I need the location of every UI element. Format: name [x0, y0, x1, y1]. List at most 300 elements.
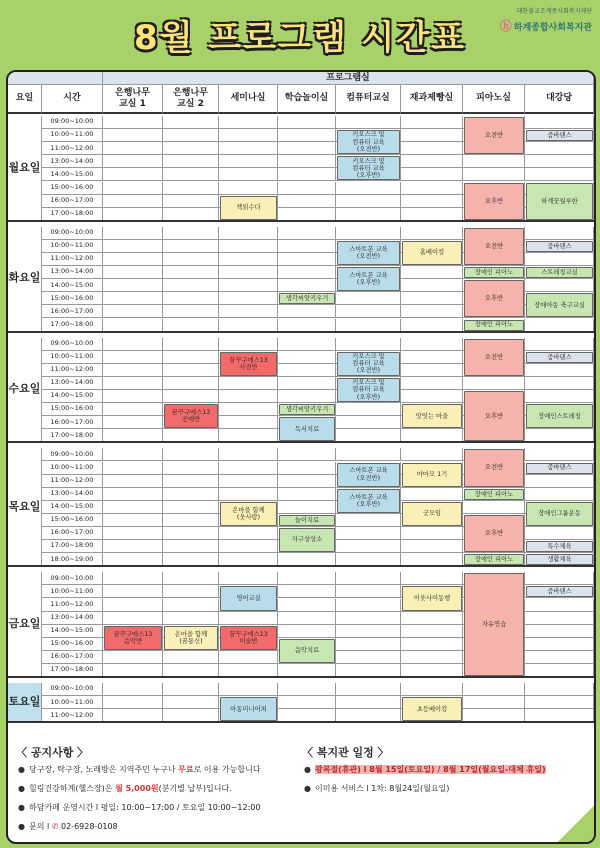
empty-slot [336, 448, 401, 461]
time-slot: 17:00~18:00 [42, 540, 103, 553]
empty-slot [336, 638, 401, 651]
empty-slot [163, 227, 219, 240]
empty-slot [525, 116, 594, 129]
program-block: 꿈꾸구에스13 사진반 [220, 352, 277, 376]
time-slot: 14:00~15:00 [42, 501, 103, 514]
empty-slot [163, 488, 219, 501]
program-block: 키오스크 및 컴퓨터 교육 (오전반) [337, 352, 400, 376]
empty-slot [525, 448, 594, 461]
program-block: 키오스크 및 컴퓨터 교육 (오전반) [337, 130, 400, 154]
time-slot: 10:00~11:00 [42, 240, 103, 253]
time-slot: 11:00~12:00 [42, 475, 103, 488]
schedule-notice-title: 〈 복지관 일정 〉 [302, 746, 389, 759]
schedule-item: ● 광복절(휴관) l 8월 15일(토요일) / 8월 17일(월요일-대체 휴일) [304, 765, 546, 774]
column-header-room: 컴퓨터교실 [336, 85, 401, 114]
empty-slot [278, 266, 336, 279]
empty-slot [278, 129, 336, 142]
time-slot: 16:00~17:00 [42, 305, 103, 318]
page-title: 8월 프로그램 시간표 [133, 18, 467, 58]
empty-slot [163, 462, 219, 475]
time-slot: 14:00~15:00 [42, 168, 103, 181]
empty-slot [278, 168, 336, 181]
program-block: 맛잇는 마을 [402, 404, 462, 428]
schedule-sheet [6, 70, 596, 844]
empty-slot [219, 182, 278, 195]
empty-slot [219, 462, 278, 475]
empty-slot [163, 195, 219, 208]
empty-slot [103, 129, 163, 142]
empty-slot [278, 116, 336, 129]
column-header-room: 피아노실 [463, 85, 525, 114]
program-block: 스마트폰 교육 (오후반) [337, 267, 400, 291]
empty-slot [278, 195, 336, 208]
empty-slot [525, 625, 594, 638]
empty-slot [401, 116, 463, 129]
empty-slot [103, 462, 163, 475]
empty-slot [525, 227, 594, 240]
empty-slot [163, 253, 219, 266]
empty-slot [103, 475, 163, 488]
logo-subtitle: 대한불교조계종사회복지재단 [516, 8, 592, 15]
time-slot: 13:00~14:00 [42, 488, 103, 501]
time-slot: 11:00~12:00 [42, 142, 103, 155]
empty-slot [401, 651, 463, 664]
empty-slot [103, 390, 163, 403]
empty-slot [163, 390, 219, 403]
empty-slot [103, 403, 163, 416]
empty-slot [103, 696, 163, 709]
empty-slot [163, 572, 219, 585]
program-block: 굿모임 [402, 502, 462, 526]
time-slot: 14:00~15:00 [42, 625, 103, 638]
empty-slot [163, 696, 219, 709]
program-block: 장애인 피아노 [464, 320, 524, 331]
empty-slot [336, 599, 401, 612]
empty-slot [103, 227, 163, 240]
empty-slot [525, 683, 594, 696]
day-label: 토요일 [8, 683, 42, 722]
empty-slot [336, 195, 401, 208]
empty-slot [163, 448, 219, 461]
time-slot: 15:00~16:00 [42, 638, 103, 651]
time-slot: 11:00~12:00 [42, 709, 103, 722]
empty-slot [336, 338, 401, 351]
empty-slot [163, 599, 219, 612]
program-block: 장애인 피아노 [464, 489, 524, 500]
empty-slot [401, 129, 463, 142]
program-block: 오후반 [464, 280, 524, 317]
empty-slot [103, 182, 163, 195]
empty-slot [525, 696, 594, 709]
time-slot: 16:00~17:00 [42, 195, 103, 208]
time-slot: 15:00~16:00 [42, 403, 103, 416]
day-label: 수요일 [8, 338, 42, 443]
time-slot: 14:00~15:00 [42, 279, 103, 292]
time-slot: 11:00~12:00 [42, 599, 103, 612]
column-header-room: 학습놀이실 [278, 85, 336, 114]
program-block: 생각씨앗키우기 [279, 404, 335, 415]
empty-slot [219, 155, 278, 168]
empty-slot [401, 155, 463, 168]
empty-slot [336, 696, 401, 709]
empty-slot [219, 540, 278, 553]
day-separator [8, 331, 594, 333]
empty-slot [463, 683, 525, 696]
empty-slot [401, 168, 463, 181]
empty-slot [278, 305, 336, 318]
program-block: 독서치료 [279, 417, 335, 441]
empty-slot [278, 572, 336, 585]
empty-slot [401, 279, 463, 292]
empty-slot [401, 338, 463, 351]
program-block: 줌바댄스 [526, 352, 593, 363]
empty-slot [163, 338, 219, 351]
empty-slot [219, 377, 278, 390]
empty-slot [463, 377, 525, 390]
empty-slot [219, 129, 278, 142]
empty-slot [103, 351, 163, 364]
empty-slot [278, 155, 336, 168]
empty-slot [525, 377, 594, 390]
empty-slot [103, 572, 163, 585]
time-slot: 15:00~16:00 [42, 514, 103, 527]
empty-slot [163, 612, 219, 625]
empty-slot [278, 696, 336, 709]
time-slot: 10:00~11:00 [42, 585, 103, 598]
empty-slot [525, 279, 594, 292]
program-block: 마마모 1기 [402, 463, 462, 487]
program-block: 장애아동 축구교실 [526, 293, 593, 317]
program-block: 꿈꾸구에스13 미술반 [220, 626, 277, 650]
notice-item: ● 문의 l ✆ 02-6928-0108 [18, 822, 118, 831]
empty-slot [401, 488, 463, 501]
empty-slot [103, 651, 163, 664]
empty-slot [163, 266, 219, 279]
empty-slot [219, 403, 278, 416]
empty-slot [219, 253, 278, 266]
bullet-icon: ● [304, 784, 311, 793]
empty-slot [463, 696, 525, 709]
empty-slot [103, 305, 163, 318]
empty-slot [103, 683, 163, 696]
empty-slot [463, 168, 525, 181]
time-slot: 14:00~15:00 [42, 390, 103, 403]
empty-slot [219, 168, 278, 181]
program-block: 놀이치료 [279, 515, 335, 526]
empty-slot [163, 527, 219, 540]
program-block: 꿈꾸구에스13 음악반 [104, 626, 162, 650]
time-slot: 15:00~16:00 [42, 182, 103, 195]
empty-slot [163, 155, 219, 168]
empty-slot [219, 240, 278, 253]
empty-slot [525, 599, 594, 612]
day-separator [8, 565, 594, 567]
bullet-icon: ● [304, 765, 311, 774]
empty-slot [278, 448, 336, 461]
bullet-icon: ● [18, 822, 25, 831]
empty-slot [163, 351, 219, 364]
empty-slot [278, 377, 336, 390]
day-label: 화요일 [8, 227, 42, 332]
empty-slot [103, 142, 163, 155]
day-separator [8, 441, 594, 443]
empty-slot [336, 585, 401, 598]
time-slot: 18:00~19:00 [42, 553, 103, 566]
empty-slot [163, 182, 219, 195]
header-corner [8, 72, 103, 85]
empty-slot [103, 585, 163, 598]
program-block: 초등베이킹 [402, 697, 462, 721]
empty-slot [401, 227, 463, 240]
empty-slot [401, 612, 463, 625]
empty-slot [163, 292, 219, 305]
empty-slot [401, 527, 463, 540]
empty-slot [401, 683, 463, 696]
empty-slot [278, 475, 336, 488]
empty-slot [401, 572, 463, 585]
empty-slot [163, 683, 219, 696]
time-slot: 10:00~11:00 [42, 351, 103, 364]
empty-slot [401, 448, 463, 461]
empty-slot [219, 305, 278, 318]
empty-slot [219, 651, 278, 664]
empty-slot [219, 292, 278, 305]
program-block: 자유연습 [464, 573, 524, 676]
empty-slot [401, 182, 463, 195]
empty-slot [278, 683, 336, 696]
time-slot: 17:00~18:00 [42, 319, 103, 332]
empty-slot [525, 612, 594, 625]
empty-slot [525, 168, 594, 181]
program-block: 오후반 [464, 391, 524, 441]
empty-slot [219, 390, 278, 403]
program-block: 온마을 함께 (웃사랑) [220, 502, 277, 526]
empty-slot [336, 612, 401, 625]
program-block: 스마트폰 교육 (오전반) [337, 463, 400, 487]
logo-name: 하계종합사회복지관 [513, 23, 592, 33]
empty-slot [278, 364, 336, 377]
empty-slot [163, 129, 219, 142]
empty-slot [103, 488, 163, 501]
empty-slot [103, 279, 163, 292]
empty-slot [103, 599, 163, 612]
empty-slot [336, 182, 401, 195]
empty-slot [278, 612, 336, 625]
empty-slot [163, 585, 219, 598]
empty-slot [219, 612, 278, 625]
logo [500, 6, 592, 34]
empty-slot [219, 279, 278, 292]
empty-slot [401, 305, 463, 318]
empty-slot [219, 338, 278, 351]
program-block: 줌바댄스 [526, 463, 593, 474]
time-slot: 13:00~14:00 [42, 377, 103, 390]
day-label: 목요일 [8, 448, 42, 566]
time-slot: 09:00~10:00 [42, 338, 103, 351]
empty-slot [278, 462, 336, 475]
program-block: 자구상상소 [279, 528, 335, 552]
empty-slot [525, 253, 594, 266]
empty-slot [103, 338, 163, 351]
empty-slot [278, 279, 336, 292]
time-slot: 09:00~10:00 [42, 448, 103, 461]
empty-slot [103, 364, 163, 377]
empty-slot [103, 195, 163, 208]
empty-slot [163, 377, 219, 390]
program-block: 생활체육 [526, 554, 593, 565]
program-block: 오전반 [464, 117, 524, 154]
empty-slot [103, 377, 163, 390]
empty-slot [336, 572, 401, 585]
time-slot: 17:00~18:00 [42, 429, 103, 442]
empty-slot [103, 416, 163, 429]
empty-slot [336, 305, 401, 318]
logo-mark-icon: ⓗ [499, 19, 512, 33]
empty-slot [278, 599, 336, 612]
program-block: 오전반 [464, 228, 524, 265]
time-slot: 16:00~17:00 [42, 416, 103, 429]
empty-slot [103, 155, 163, 168]
time-slot: 11:00~12:00 [42, 253, 103, 266]
empty-slot [336, 683, 401, 696]
empty-slot [401, 351, 463, 364]
empty-slot [278, 585, 336, 598]
empty-slot [278, 253, 336, 266]
empty-slot [525, 155, 594, 168]
empty-slot [336, 227, 401, 240]
empty-slot [336, 651, 401, 664]
empty-slot [525, 651, 594, 664]
empty-slot [103, 240, 163, 253]
column-header-room: 재과제빵실 [401, 85, 463, 114]
schedule-item: ● 이미용 서비스 l 1차: 8월24일(월요일) [304, 784, 450, 793]
empty-slot [401, 266, 463, 279]
empty-slot [219, 416, 278, 429]
empty-slot [278, 338, 336, 351]
empty-slot [103, 253, 163, 266]
empty-slot [163, 116, 219, 129]
empty-slot [219, 683, 278, 696]
empty-slot [103, 612, 163, 625]
empty-slot [219, 475, 278, 488]
program-block: 음악치료 [279, 639, 335, 663]
program-block: 하계꿋월루한 [526, 183, 593, 220]
program-block: 오후반 [464, 183, 524, 220]
empty-slot [336, 403, 401, 416]
empty-slot [336, 416, 401, 429]
empty-slot [163, 364, 219, 377]
empty-slot [219, 488, 278, 501]
time-slot: 13:00~14:00 [42, 266, 103, 279]
column-header-room: 은행나무 교실 1 [103, 85, 163, 114]
empty-slot [103, 266, 163, 279]
time-slot: 16:00~17:00 [42, 527, 103, 540]
empty-slot [401, 364, 463, 377]
empty-slot [219, 527, 278, 540]
column-header-room: 대강당 [525, 85, 594, 114]
bullet-icon: ● [18, 765, 25, 774]
empty-slot [219, 572, 278, 585]
header-group-label: 프로그램실 [103, 72, 594, 85]
empty-slot [278, 625, 336, 638]
empty-slot [103, 292, 163, 305]
empty-slot [525, 638, 594, 651]
empty-slot [278, 488, 336, 501]
time-slot: 09:00~10:00 [42, 116, 103, 129]
empty-slot [103, 540, 163, 553]
empty-slot [401, 142, 463, 155]
empty-slot [525, 572, 594, 585]
time-slot: 17:00~18:00 [42, 208, 103, 221]
program-block: 오후반 [464, 515, 524, 552]
program-block: 오전반 [464, 449, 524, 486]
program-block: 스트레칭교실 [526, 267, 593, 278]
time-slot: 15:00~16:00 [42, 292, 103, 305]
notice-item: ● 당구장, 탁구장, 노래방은 지역주민 누구나 무료로 이용 가능합니다 [18, 765, 261, 774]
page-fold-corner [556, 804, 596, 844]
program-block: 특수체육 [526, 541, 593, 552]
program-block: 줌바댄스 [526, 241, 593, 252]
empty-slot [336, 527, 401, 540]
phone-icon: ✆ [51, 822, 61, 831]
time-slot: 13:00~14:00 [42, 155, 103, 168]
program-block: 영어교실 [220, 586, 277, 610]
empty-slot [163, 651, 219, 664]
empty-slot [525, 390, 594, 403]
empty-slot [219, 266, 278, 279]
empty-slot [525, 475, 594, 488]
day-label: 금요일 [8, 572, 42, 677]
bullet-icon: ● [18, 784, 25, 793]
program-block: 온마을 함께 (꿈통신) [164, 626, 218, 650]
empty-slot [103, 501, 163, 514]
program-block: 키오스크 및 컴퓨터 교육 (오후반) [337, 378, 400, 402]
program-block: 장애인 피아노 [464, 267, 524, 278]
empty-slot [525, 338, 594, 351]
empty-slot [163, 279, 219, 292]
notices-title: 〈 공지사항 〉 [16, 746, 89, 759]
program-block: 줌바댄스 [526, 586, 593, 597]
program-block: 키오스크 및 컴퓨터 교육 (오후반) [337, 156, 400, 180]
empty-slot [336, 292, 401, 305]
empty-slot [336, 540, 401, 553]
empty-slot [401, 625, 463, 638]
program-block: 꿈꾸구에스13 공예반 [164, 404, 218, 428]
program-block: 홈베이킹 [402, 241, 462, 265]
empty-slot [103, 514, 163, 527]
notice-item: ● 힐링건강하계(헬스장)은 월 5,000원(분기별 납부)입니다. [18, 784, 232, 793]
column-header-room: 세미나실 [219, 85, 278, 114]
day-separator [8, 676, 594, 678]
empty-slot [278, 227, 336, 240]
empty-slot [401, 390, 463, 403]
empty-slot [401, 540, 463, 553]
notice-item: ● 하담카페 운영시간 l 평일: 10:00~17:00 / 토요일 10:00~12:00 [18, 803, 261, 812]
empty-slot [336, 514, 401, 527]
program-block: 이웃사이동행 [402, 586, 462, 610]
time-slot: 13:00~14:00 [42, 612, 103, 625]
empty-slot [401, 638, 463, 651]
empty-slot [336, 116, 401, 129]
empty-slot [163, 142, 219, 155]
program-block: 아동미니어쳐 [220, 697, 277, 721]
empty-slot [463, 155, 525, 168]
day-separator [8, 220, 594, 222]
empty-slot [163, 514, 219, 527]
empty-slot [103, 116, 163, 129]
empty-slot [525, 527, 594, 540]
empty-slot [278, 142, 336, 155]
